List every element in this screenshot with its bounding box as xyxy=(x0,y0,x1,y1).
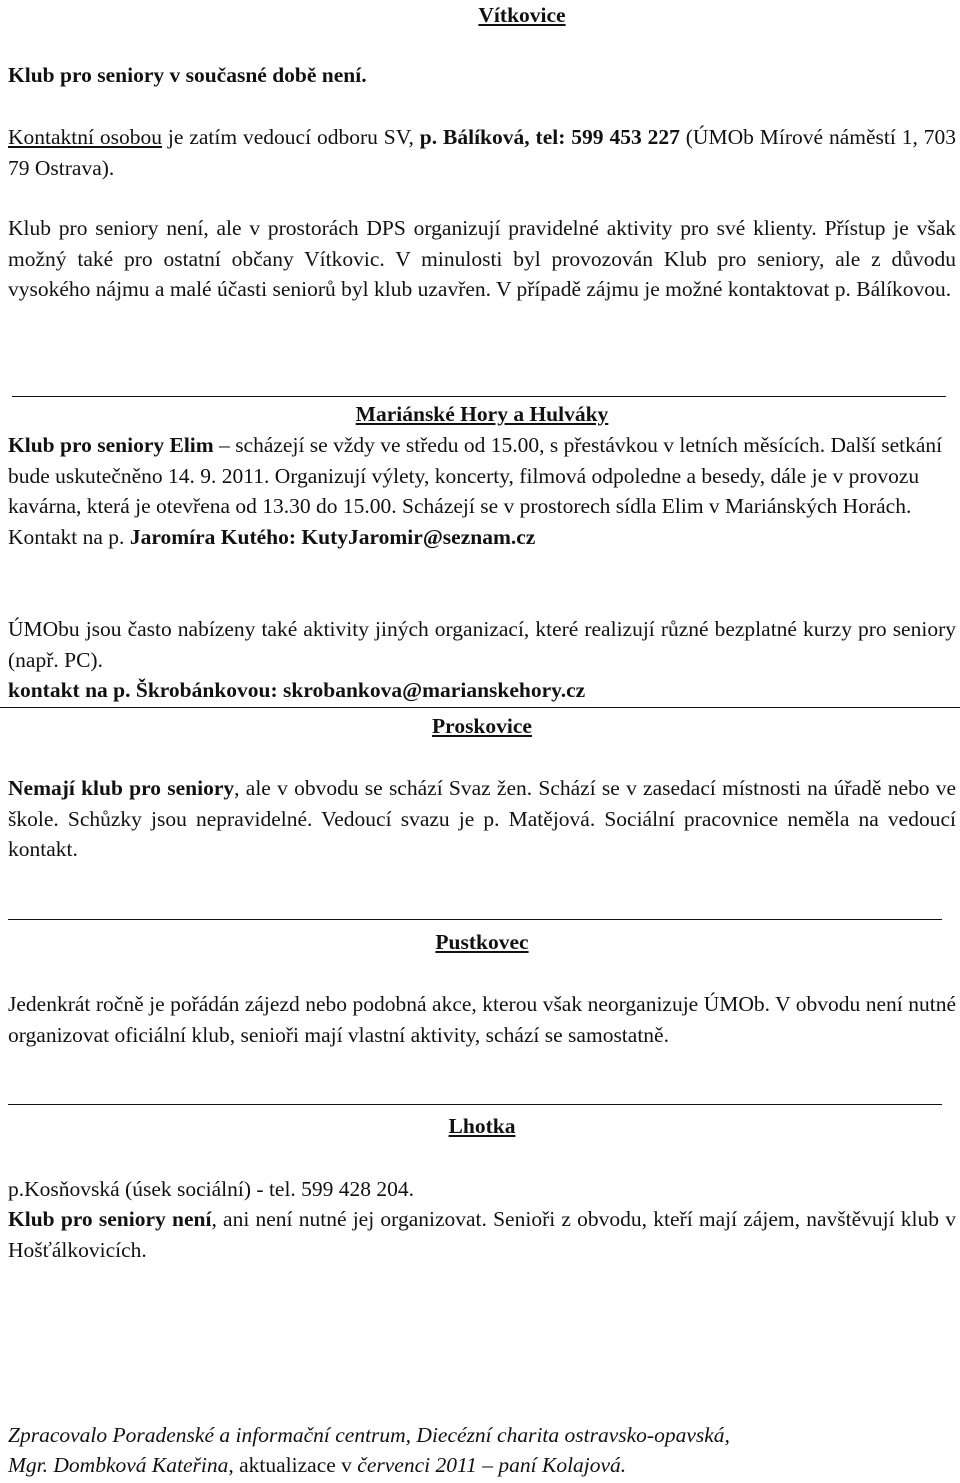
section-divider xyxy=(0,707,960,708)
footer-line-2 xyxy=(8,1450,956,1481)
footer-update-label: , aktualizace v xyxy=(228,1453,358,1477)
heading-pustkovec: Pustkovec xyxy=(435,930,529,954)
lhotka-body xyxy=(8,1204,956,1265)
vitkovice-club-status: Klub pro seniory v současné době není. xyxy=(8,63,367,87)
proskovice-bold-start: Nemají klub pro seniory xyxy=(8,776,235,800)
heading-vitkovice: Vítkovice xyxy=(478,3,566,27)
footer-author: Mgr. Dombková Kateřina xyxy=(8,1453,229,1477)
pustkovec-body: Jedenkrát ročně je pořádán zájezd nebo podobná akce, kterou však neorganizuje ÚMOb. V obvodu není nutné organizovat oficiální klub, senioři mají vlastní aktivity, schází se samostatně. xyxy=(8,992,956,1047)
section-divider xyxy=(8,919,942,920)
vitkovice-body: Klub pro seniory není, ale v prostorách DPS organizují pravidelné aktivity pro své klienty. Přístup je však možný také pro ostatní občany Vítkovic. V minulosti byl provozován Klub pro seniory, ale z důvodu vysokého nájmu a malé účasti seniorů byl klub uzavřen. V případě zájmu je možné kontaktovat p. Bálíkovou. xyxy=(8,216,956,301)
marianske-body xyxy=(8,430,956,552)
section-divider xyxy=(12,396,946,397)
proskovice-body xyxy=(8,773,956,865)
vitkovice-contact-name-phone: p. Bálíková, tel: 599 453 227 xyxy=(419,125,680,149)
marianske-body-text: – scházejí se vždy ve středu od 15.00, s přestávkou v letních měsících. Další setkání bude uskutečněno 14. 9. 2011. Organizují výlety, koncerty, filmová odpoledne a besedy, dále je v provozu kavárna, která je otevřena od 13.30 do 15.00. Scházejí se v prostorech sídla Elim v Mariánských Horách. Kontakt na p. xyxy=(8,433,943,549)
vitkovice-contact-middle: je zatím vedoucí odboru SV, xyxy=(162,125,420,149)
heading-marianske-hory: Mariánské Hory a Hulváky xyxy=(355,402,609,426)
heading-proskovice: Proskovice xyxy=(432,714,532,738)
marianske-contact: Jaromíra Kutého: KutyJaromir@seznam.cz xyxy=(129,524,536,549)
proskovice-body-text: , ale v obvodu se schází Svaz žen. Schází se v zasedací místnosti na úřadě nebo ve škole. Schůzky jsou nepravidelné. Vedoucí svazu je p. Matějová. Sociální pracovnice neměla na vedoucí kontakt. xyxy=(8,776,957,861)
vitkovice-contact-prefix: Kontaktní osobou xyxy=(8,125,163,149)
lhotka-bold-start: Klub pro seniory není xyxy=(8,1207,212,1231)
lhotka-body-text: , ani není nutné jej organizovat. Senioři z obvodu, kteří mají zájem, navštěvují klub v Hošťálkovicích. xyxy=(8,1207,956,1262)
marianske-other: ÚMObu jsou často nabízeny také aktivity jiných organizací, které realizují různé bezplatné kurzy pro seniory (např. PC). xyxy=(8,617,956,672)
footer-update-date: červenci 2011 – paní Kolajová. xyxy=(357,1453,627,1477)
marianske-other-contact: kontakt na p. Škrobánkovou: skrobankova@marianskehory.cz xyxy=(8,678,586,702)
heading-lhotka: Lhotka xyxy=(448,1114,516,1138)
vitkovice-contact xyxy=(8,122,956,183)
vitkovice-contact-suffix: (ÚMOb Mírové náměstí 1, 703 79 Ostrava). xyxy=(8,125,957,180)
footer-line-1: Zpracovalo Poradenské a informační centrum, Diecézní charita ostravsko-opavská, xyxy=(8,1423,730,1447)
section-divider xyxy=(8,1104,942,1105)
marianske-club-name: Klub pro seniory Elim xyxy=(8,433,214,457)
lhotka-contact: p.Kosňovská (úsek sociální) - tel. 599 428 204. xyxy=(8,1177,415,1201)
